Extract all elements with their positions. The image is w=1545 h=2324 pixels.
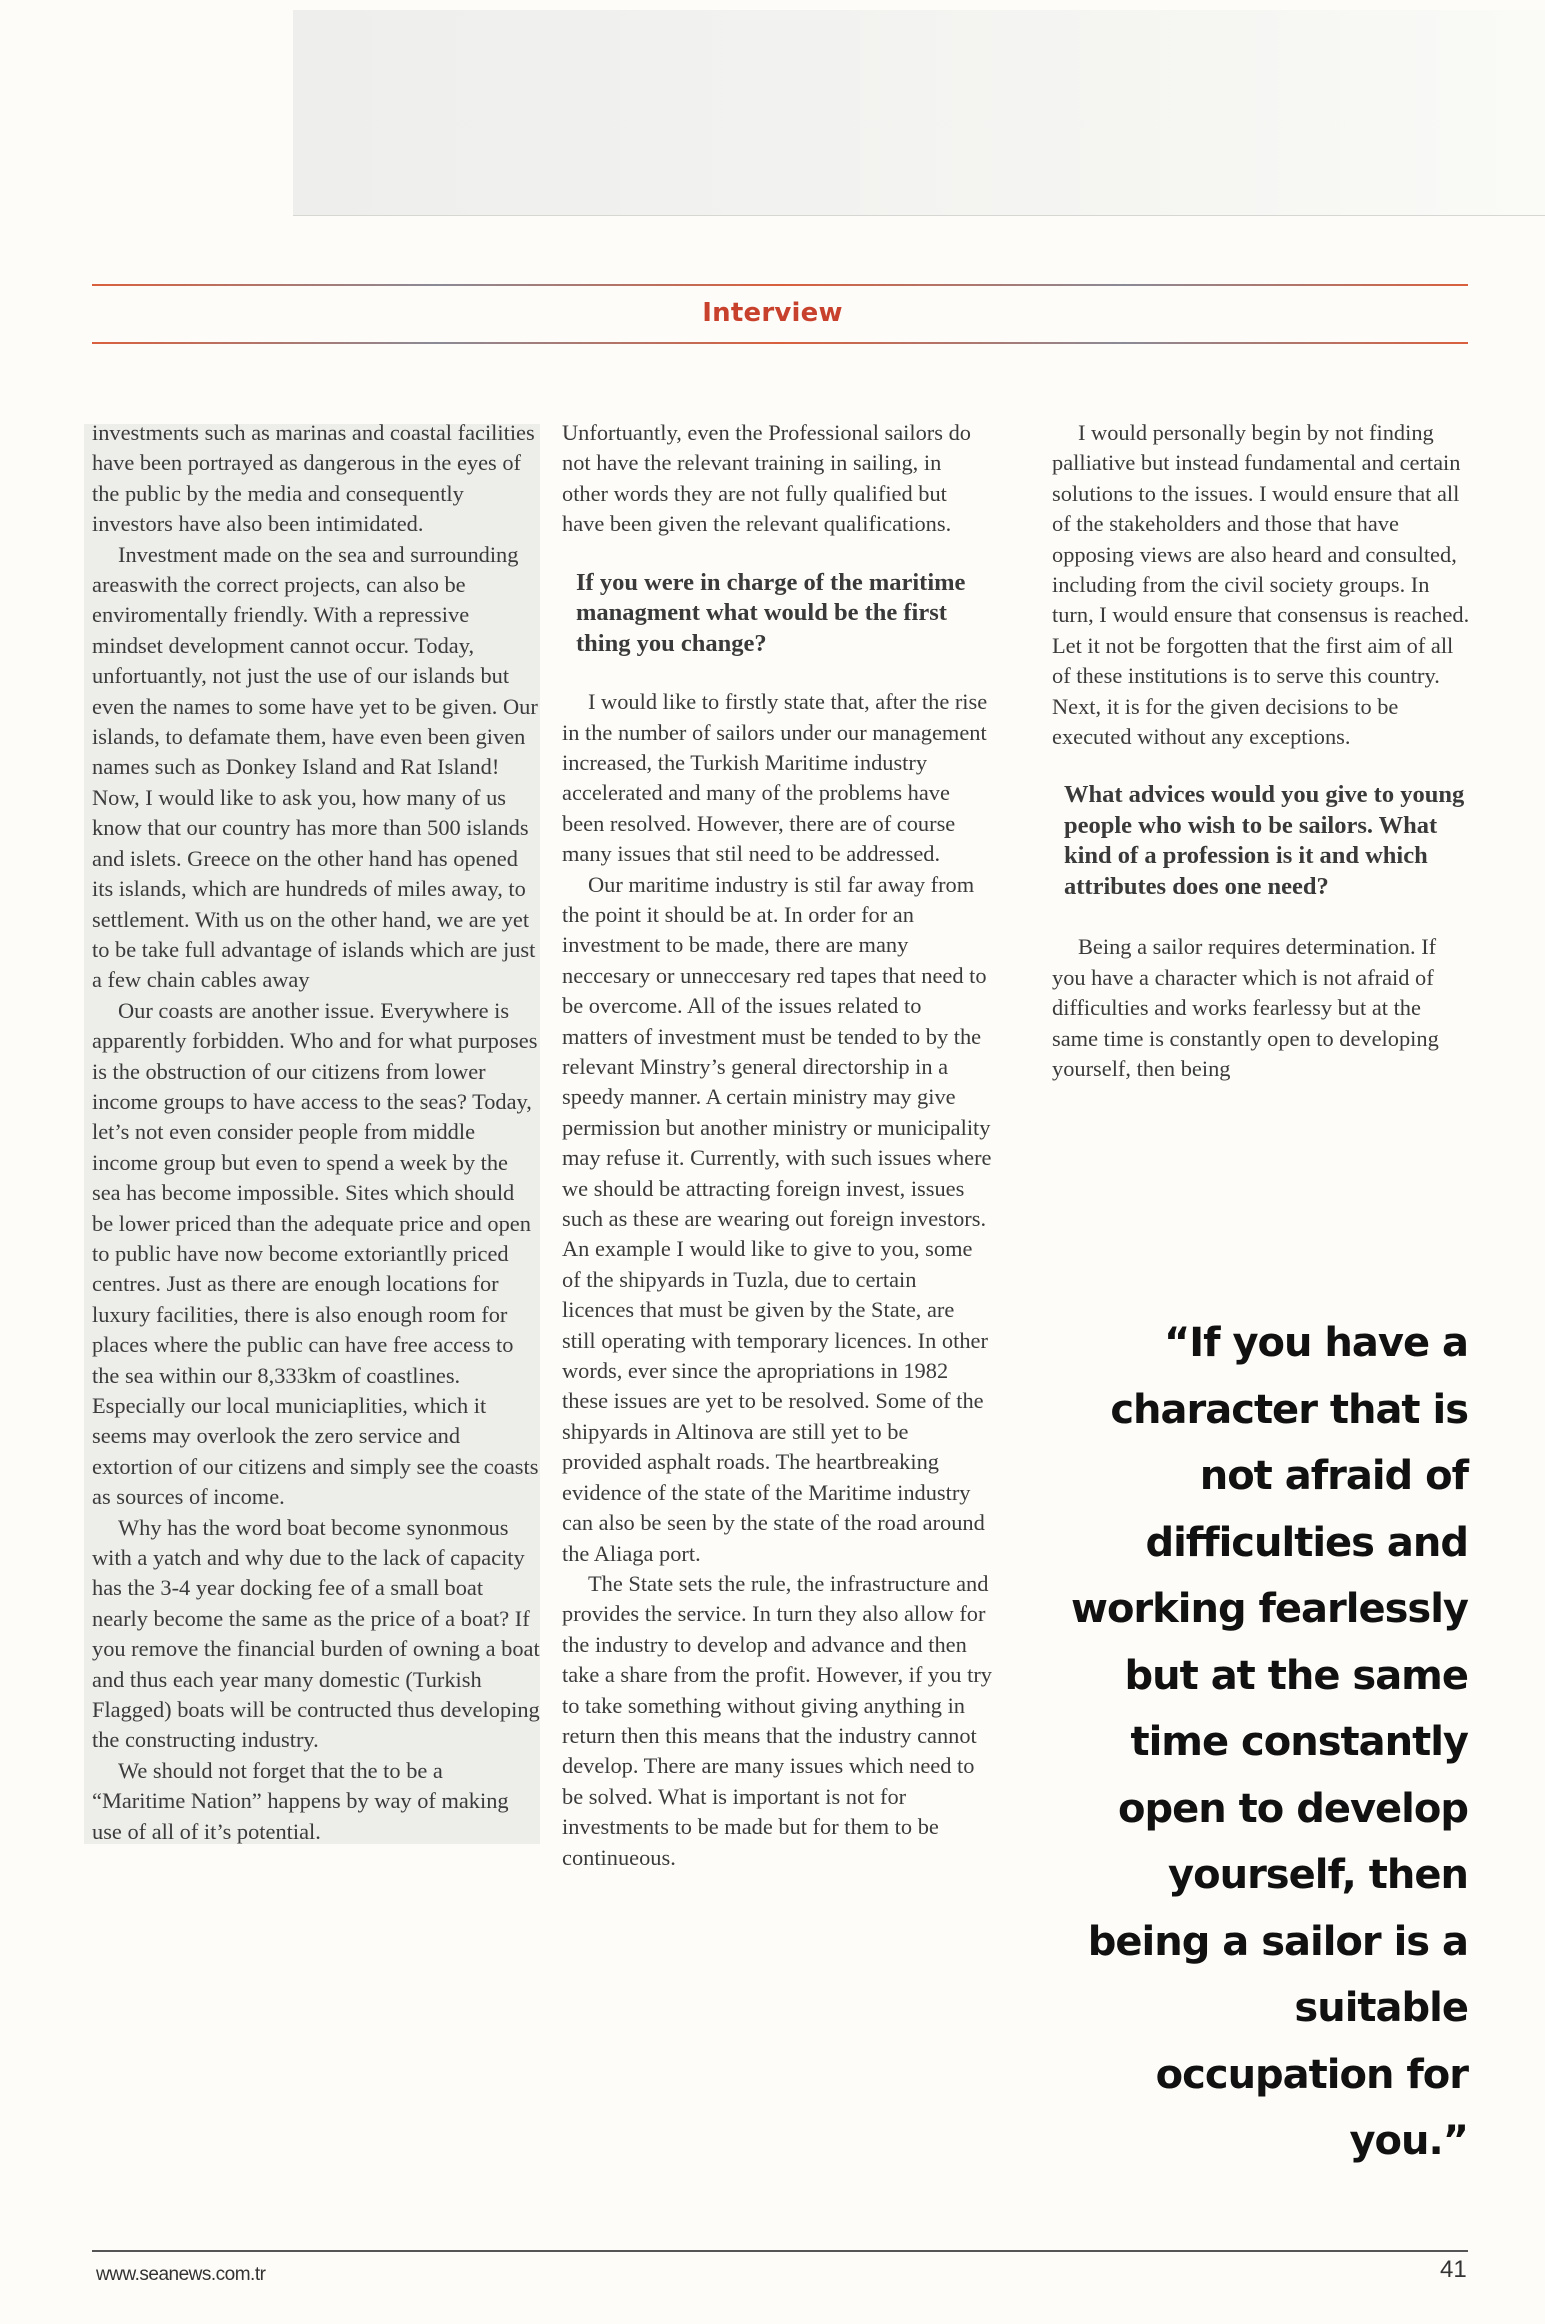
pull-quote: “If you have a character that is not afraid of difficulties and working fearlessly but at the same time constantly open to develop yourself, then being a sailor is a suitable occupation for you.”: [1071, 1320, 1468, 2164]
paragraph: I would like to firstly state that, after the rise in the number of sailors under our management increased, the Turkish Maritime industry accelerated and many of the problems have been resolved. However, there are of course many issues that stil need to be addressed.: [562, 689, 988, 867]
paragraph: I would personally begin by not finding palliative but instead fundamental and certain solutions to the issues. I would ensure that all of the stakeholders and those that have opposing views are also heard and consulted, including from the civil society groups. In turn, I would ensure that consensus is reached. Let it not be forgotten that the first aim of all of these institutions is to serve this country. Next, it is for the given decisions to be executed without any exceptions.: [1052, 420, 1470, 750]
section-title: Interview: [702, 298, 843, 328]
footer-rule: [92, 2250, 1468, 2252]
paragraph: investments such as marinas and coastal facilities have been portrayed as dangerous in the eyes of the public by the media and consequently investors have also been intimidated.: [92, 420, 535, 537]
header-rule-bottom: [92, 342, 1468, 344]
paragraph: We should not forget that the to be a “Maritime Nation” happens by way of making use of all of it’s potential.: [92, 1757, 509, 1844]
top-photo-area: [293, 10, 1545, 216]
article-column-3: [1052, 418, 1472, 1085]
paragraph: Our maritime industry is stil far away from the point it should be at. In order for an investment to be made, there are many neccesary or unneccesary red tapes that need to be overcome. All of the issues related to matters of investment must be tended to by the relevant Minstry’s general directorship in a speedy manner. A certain ministry may give permission but another ministry or municipality may refuse it. Currently, with such issues where we should be attracting foreign invest, issues such as these are wearing out foreign investors. An example I would like to give to you, some of the shipyards in Tuzla, due to certain licences that must be given by the State, are still operating with temporary licences. In other words, ever since the apropriations in 1982 these issues are yet to be resolved. Some of the shipyards in Altinova are still yet to be provided asphalt roads. The heartbreaking evidence of the state of the Maritime industry can also be seen by the state of the road around the Aliaga port.: [562, 871, 992, 1566]
interview-question: What advices would you give to young people who wish to be sailors. What kind of a profession is it and which attributes does one need?: [1064, 781, 1465, 900]
paragraph: Investment made on the sea and surrounding areaswith the correct projects, can also be enviromentally friendly. With a repressive mindset development cannot occur. Today, unfortuantly, not just the use of our islands but even the names to some have yet to be given. Our islands, to defamate them, have even been given names such as Donkey Island and Rat Island! Now, I would like to ask you, how many of us know that our country has more than 500 islands and islets. Greece on the other hand has opened its islands, which are hundreds of miles away, to settlement. With us on the other hand, we are yet to be take full advantage of islands which are just a few chain cables away: [92, 541, 538, 993]
paragraph: The State sets the rule, the infrastructure and provides the service. In turn they also allow for the industry to develop and advance and then take a share from the profit. However, if you try to take something without giving anything in return then this means that the industry cannot develop. There are many issues which need to be solved. What is important is not for investments to be made but for them to be continueous.: [562, 1570, 992, 1870]
page-number: 41: [1440, 2256, 1467, 2283]
paragraph: Unfortuantly, even the Professional sailors do not have the relevant training in sailing, in other words they are not fully qualified but have been given the relevant qualifications.: [562, 420, 971, 537]
header-rule-top: [92, 284, 1468, 286]
paragraph: Our coasts are another issue. Everywhere is apparently forbidden. Who and for what purposes is the obstruction of our citizens from lower income groups to have access to the seas? Today, let’s not even consider people from middle income group but even to spend a week by the sea has become impossible. Sites which should be lower priced than the adequate price and open to public have now become extoriantlly priced centres. Just as there are enough locations for luxury facilities, there is also enough room for places where the public can have free access to the sea within our 8,333km of coastlines. Especially our local municiaplities, which it seems may overlook the zero service and extortion of our citizens and simply see the coasts as sources of income.: [92, 997, 539, 1510]
paragraph: Being a sailor requires determination. If you have a character which is not afraid of difficulties and works fearlessy but at the same time is constantly open to developing yourself, then being: [1052, 934, 1439, 1082]
paragraph: Why has the word boat become synonmous with a yatch and why due to the lack of capacity has the 3-4 year docking fee of a small boat nearly become the same as the price of a boat? If you remove the financial burden of owning a boat and thus each year many domestic (Turkish Flagged) boats will be contructed thus developing the constructing industry.: [92, 1514, 540, 1753]
footer-website-link[interactable]: www.seanews.com.tr: [96, 2264, 266, 2285]
article-column-1: [92, 418, 540, 1847]
article-column-2: [562, 418, 992, 1873]
interview-question: If you were in charge of the maritime managment what would be the first thing you change?: [576, 568, 966, 657]
